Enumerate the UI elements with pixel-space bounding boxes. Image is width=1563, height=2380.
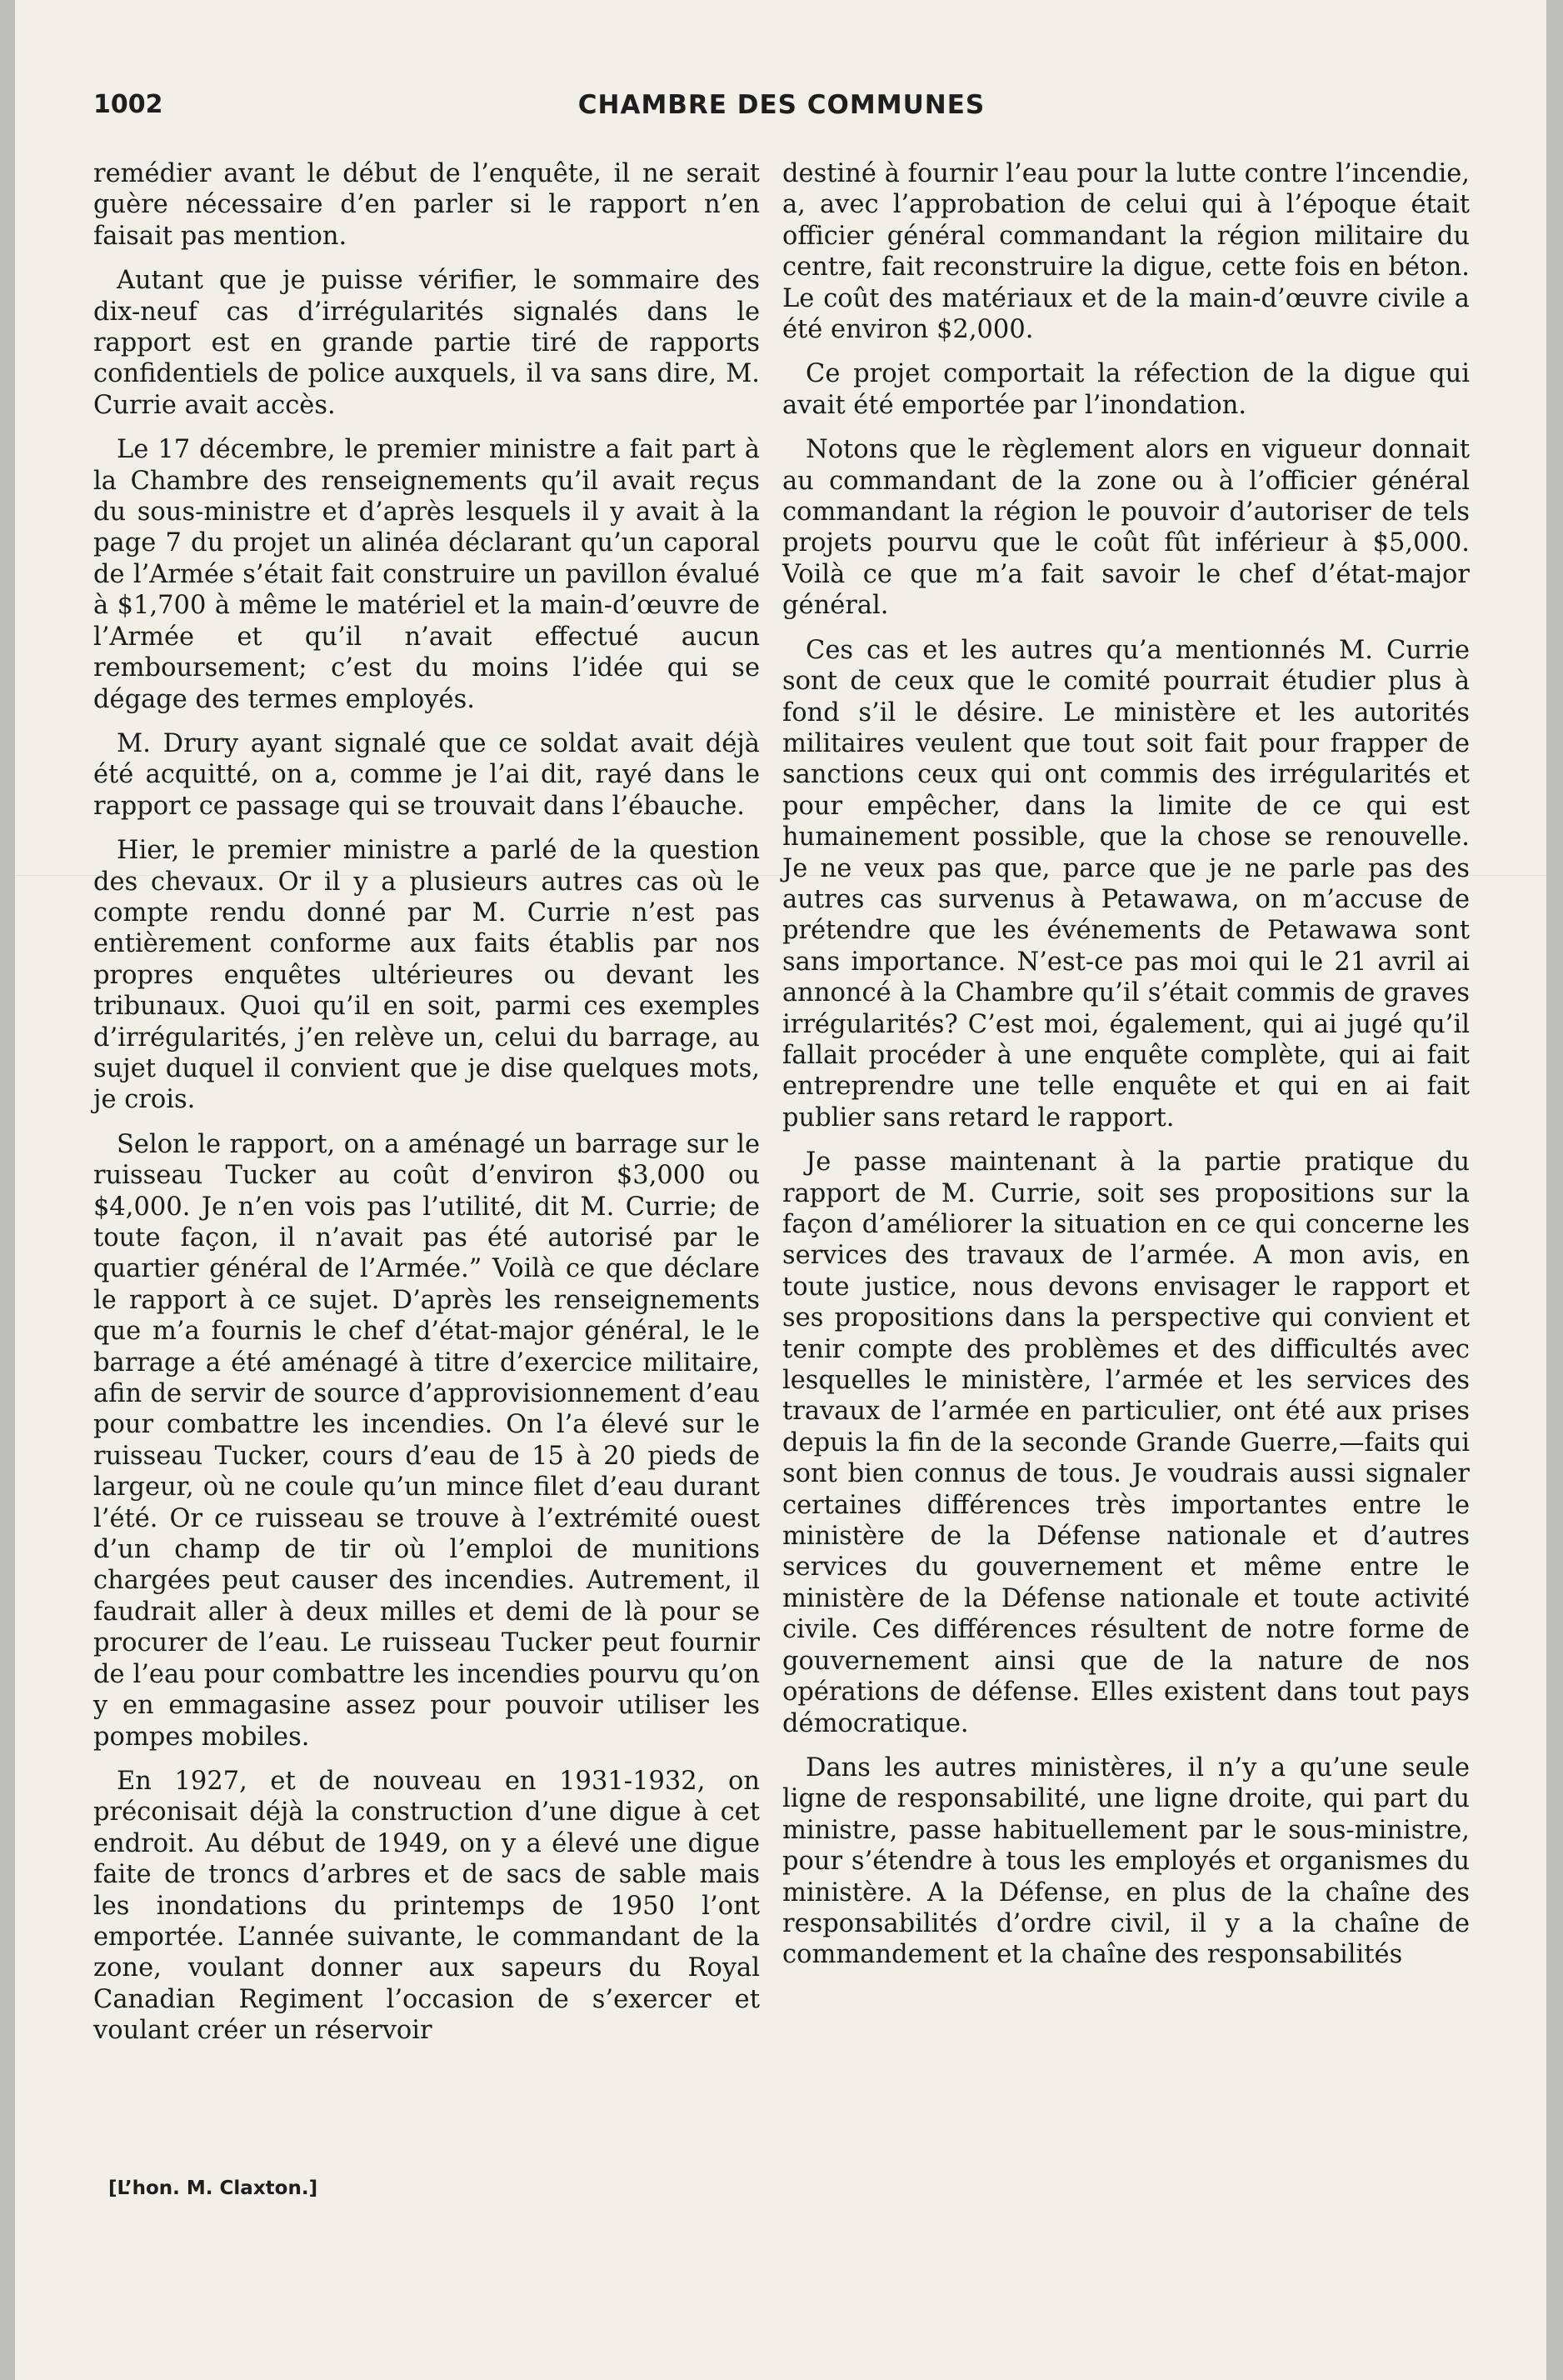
page-number: 1002 bbox=[93, 90, 163, 119]
paragraph: remédier avant le début de l’enquête, il ne serait guère nécessaire d’en parler si le rapport n’en faisait pas mention. bbox=[93, 159, 760, 251]
page-header bbox=[93, 90, 1470, 127]
paragraph: Je passe maintenant à la partie pratique du rapport de M. Currie, soit ses propositions sur la façon d’améliorer la situation en ce qui concerne les services des travaux de l’armée. A mon avis, en toute justice, nous devons envisager le rapport et ses propositions dans la perspective qui convient et tenir compte des problèmes et des difficultés avec lesquelles le ministère, l’armée et les services des travaux de l’armée en particulier, ont été aux prises depuis la fin de la seconde Grande Guerre,—faits qui sont bien connus de tous. Je voudrais aussi signaler certaines différences très importantes entre le ministère de la Défense nationale et d’autres services du gouvernement et même entre le ministère de la Défense nationale et toute activité civile. Ces différences résultent de notre forme de gouvernement ainsi que de la nature de nos opérations de défense. Elles existent dans tout pays démocratique. bbox=[782, 1148, 1470, 1738]
running-head: CHAMBRE DES COMMUNES bbox=[577, 90, 986, 120]
paragraph: M. Drury ayant signalé que ce soldat avait déjà été acquitté, on a, comme je l’ai dit, rayé dans le rapport ce passage qui se trouvait dans l’ébauche. bbox=[93, 728, 760, 821]
paragraph: En 1927, et de nouveau en 1931-1932, on préconisait déjà la construction d’une digue à cet endroit. Au début de 1949, on y a élevé une digue faite de troncs d’arbres et de sacs de sable mais les inondations du printemps de 1950 l’ont emportée. L’année suivante, le commandant de la zone, voulant donner aux sapeurs du Royal Canadian Regiment l’occasion de s’exercer et voulant créer un réservoir bbox=[93, 1766, 760, 2046]
paragraph: Autant que je puisse vérifier, le sommaire des dix-neuf cas d’irrégularités signalés dans le rapport est en grande partie tiré de rapports confidentiels de police auxquels, il va sans dire, M. Currie avait accès. bbox=[93, 266, 760, 420]
paragraph: Selon le rapport, on a aménagé un barrage sur le ruisseau Tucker au coût d’environ $3,000 ou $4,000. Je n’en vois pas l’utilité, dit M. Currie; de toute façon, il n’avait pas été autorisé par le quartier général de l’Armée.” Voilà ce que déclare le rapport à ce sujet. D’après les renseignements que m’a fournis le chef d’état-major général, le le barrage a été aménagé à titre d’exercice militaire, afin de servir de source d’approvisionnement d’eau pour combattre les incendies. On l’a élevé sur le ruisseau Tucker, cours d’eau de 15 à 20 pieds de largeur, où ne coule qu’un mince filet d’eau durant l’été. Or ce ruisseau se trouve à l’extrémité ouest d’un champ de tir où l’emploi de munitions chargées peut causer des incendies. Autrement, il faudrait aller à deux milles et demi de là pour se procurer de l’eau. Le ruisseau Tucker peut fournir de l’eau pour combattre les incendies pourvu qu’on y en emmagasine assez pour pouvoir utiliser les pompes mobiles. bbox=[93, 1129, 760, 1752]
left-column bbox=[93, 158, 760, 2060]
right-column bbox=[782, 158, 1470, 1984]
paragraph: Dans les autres ministères, il n’y a qu’une seule ligne de responsabilité, une ligne droite, qui part du ministre, passe habituellement par le sous-ministre, pour s’étendre à tous les employés et organismes du ministère. A la Défense, en plus de la chaîne des responsabilités d’ordre civil, il y a la chaîne de commandement et la chaîne des responsabilités bbox=[782, 1752, 1470, 1970]
speaker-note: [L’hon. M. Claxton.] bbox=[108, 2178, 318, 2199]
paragraph: Ces cas et les autres qu’a mentionnés M. Currie sont de ceux que le comité pourrait étudier plus à fond s’il le désire. Le ministère et les autorités militaires veulent que tout soit fait pour frapper de sanctions ceux qui ont commis des irrégularités et pour empêcher, dans la limite de ce qui est humainement possible, que la chose se renouvelle. Je ne veux pas que, parce que je ne parle pas des autres cas survenus à Petawawa, on m’accuse de prétendre que les événements de Petawawa sont sans importance. N’est-ce pas moi qui le 21 avril ai annoncé à la Chambre qu’il s’était commis de graves irrégularités? C’est moi, également, qui ai jugé qu’il fallait procéder à une enquête complète, qui ai fait entreprendre une telle enquête et qui en ai fait publier sans retard le rapport. bbox=[782, 635, 1470, 1132]
paragraph: Le 17 décembre, le premier ministre a fait part à la Chambre des renseignements qu’il avait reçus du sous-ministre et d’après lesquels il y avait à la page 7 du projet un alinéa déclarant qu’un caporal de l’Armée s’était fait construire un pavillon évalué à $1,700 à même le matériel et la main-d’œuvre de l’Armée et qu’il n’avait effectué aucun remboursement; c’est du moins l’idée qui se dégage des termes employés. bbox=[93, 435, 760, 714]
paragraph: destiné à fournir l’eau pour la lutte contre l’incendie, a, avec l’approbation de celui qui à l’époque était officier général commandant la région militaire du centre, fait reconstruire la digue, cette fois en béton. Le coût des matériaux et de la main-d’œuvre civile a été environ $2,000. bbox=[782, 159, 1470, 345]
paragraph: Notons que le règlement alors en vigueur donnait au commandant de la zone ou à l’officier général commandant la région le pouvoir d’autoriser de tels projets pourvu que le coût fût inférieur à $5,000. Voilà ce que m’a fait savoir le chef d’état-major général. bbox=[782, 435, 1470, 621]
paragraph: Ce projet comportait la réfection de la digue qui avait été emportée par l’inondation. bbox=[782, 359, 1470, 420]
paragraph: Hier, le premier ministre a parlé de la question des chevaux. Or il y a plusieurs autres cas où le compte rendu donné par M. Currie n’est pas entièrement conforme aux faits établis par nos propres enquêtes ultérieures ou devant les tribunaux. Quoi qu’il en soit, parmi ces exemples d’irrégularités, j’en relève un, celui du barrage, au sujet duquel il convient que je dise quelques mots, je crois. bbox=[93, 836, 760, 1115]
page bbox=[15, 0, 1546, 2380]
